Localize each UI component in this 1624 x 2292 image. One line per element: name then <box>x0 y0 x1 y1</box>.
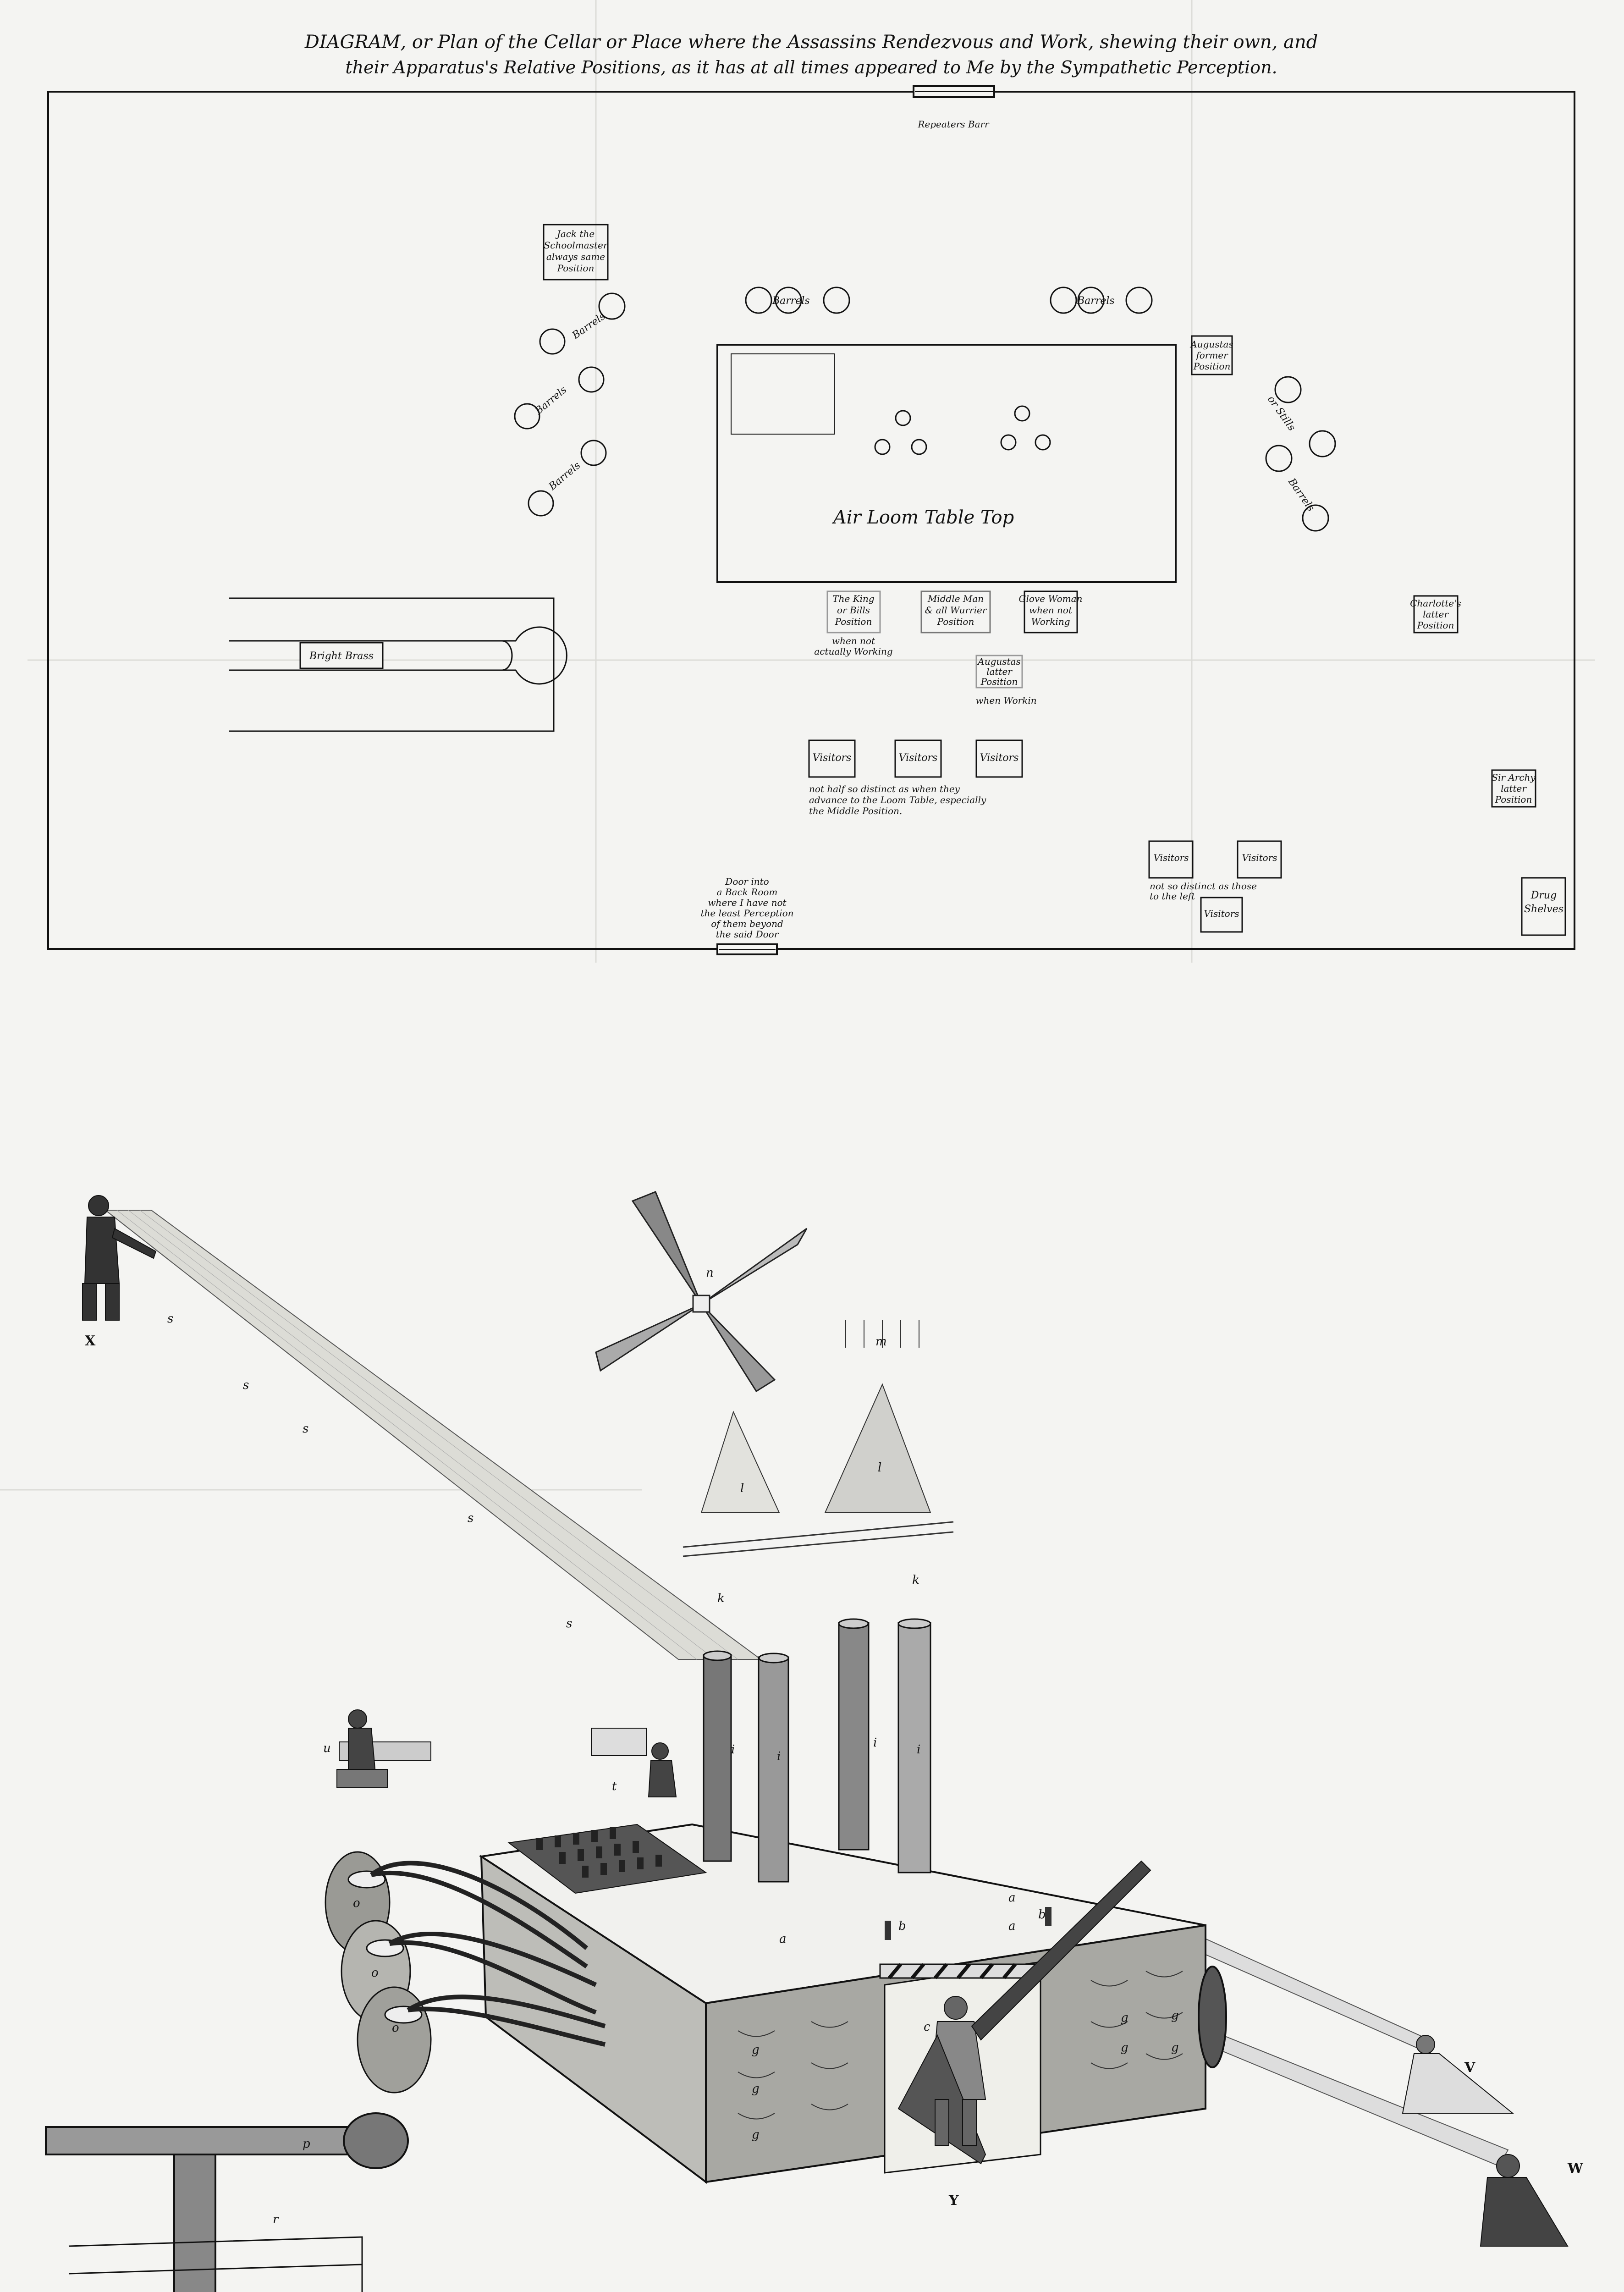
svg-text:m: m <box>875 1335 887 1349</box>
svg-text:s: s <box>167 1312 174 1326</box>
svg-text:Middle Man: Middle Man <box>927 593 984 604</box>
svg-text:o: o <box>392 2021 399 2035</box>
svg-text:& all Wurrier: & all Wurrier <box>925 605 987 616</box>
svg-text:when Workin: when Workin <box>975 695 1037 706</box>
svg-text:Visitors: Visitors <box>898 752 938 764</box>
svg-text:actually Working: actually Working <box>814 646 893 657</box>
air-loom-illustration <box>46 1192 1584 2292</box>
svg-text:p: p <box>303 2137 310 2151</box>
svg-text:Working: Working <box>1031 616 1070 627</box>
svg-text:the Middle Position.: the Middle Position. <box>809 805 903 816</box>
svg-text:latter: latter <box>986 666 1012 677</box>
table-knobs <box>875 406 1050 454</box>
svg-text:s: s <box>566 1617 573 1631</box>
svg-text:a: a <box>1008 1919 1016 1933</box>
svg-text:latter: latter <box>1501 783 1526 794</box>
svg-text:g: g <box>1171 2009 1179 2022</box>
door-marker <box>717 944 777 954</box>
svg-text:i: i <box>777 1750 781 1763</box>
barrels-label-top-1: Barrels <box>772 295 810 307</box>
svg-text:Position: Position <box>1495 794 1532 805</box>
svg-text:i: i <box>873 1736 877 1750</box>
visitors-note <box>809 783 986 816</box>
barrels-left <box>515 293 625 516</box>
svg-text:Position: Position <box>557 263 595 274</box>
svg-text:former: former <box>1196 350 1228 361</box>
kings-label <box>814 593 892 657</box>
svg-text:k: k <box>912 1573 919 1587</box>
augustas-former-label <box>1189 339 1233 372</box>
svg-text:Position: Position <box>835 616 872 627</box>
svg-text:Drug: Drug <box>1530 890 1557 901</box>
title-line-2: their Apparatus's Relative Positions, as it has at all times appeared to Me by the Sympathetic Perception. <box>345 57 1277 77</box>
svg-text:The King: The King <box>832 593 875 604</box>
svg-text:n: n <box>706 1266 714 1280</box>
stills-label-1: Barrels <box>1286 476 1317 514</box>
grid-pad <box>731 354 834 434</box>
figure-t-seated <box>591 1728 676 1797</box>
middleman-label <box>925 593 987 627</box>
svg-text:Y: Y <box>949 2193 959 2209</box>
svg-text:Sir Archy: Sir Archy <box>1492 772 1536 783</box>
svg-text:the said Door: the said Door <box>716 929 779 940</box>
svg-text:g: g <box>752 2128 760 2142</box>
drug-shelves-label <box>1524 890 1563 915</box>
svg-text:Charlotte's: Charlotte's <box>1410 598 1461 609</box>
svg-text:Position: Position <box>1193 361 1231 372</box>
repeaters-barr-label: Repeaters Barr <box>918 119 989 130</box>
svg-text:Visitors: Visitors <box>980 752 1019 764</box>
svg-text:Door into: Door into <box>725 876 769 887</box>
visitors-labels <box>813 752 1277 919</box>
svg-text:s: s <box>303 1422 309 1436</box>
charlottes-label <box>1410 598 1461 631</box>
svg-text:b: b <box>898 1919 906 1933</box>
svg-text:Glove Woman: Glove Woman <box>1018 593 1083 604</box>
or-stills-label: or Stills <box>1265 394 1298 433</box>
svg-text:s: s <box>468 1511 474 1525</box>
sir-archy-label <box>1492 772 1536 805</box>
svg-text:g: g <box>752 2043 760 2057</box>
svg-text:i: i <box>731 1743 735 1757</box>
svg-text:the least Perception: the least Perception <box>700 908 794 919</box>
svg-text:not so distinct as those: not so distinct as those <box>1150 881 1257 892</box>
svg-text:o: o <box>353 1896 360 1910</box>
svg-text:Position: Position <box>937 616 974 627</box>
svg-text:when not: when not <box>831 635 875 646</box>
svg-text:V: V <box>1464 2060 1475 2076</box>
brass-apparatus <box>46 2113 408 2292</box>
barrels-label-left-3: Barrels <box>546 459 583 493</box>
bright-brass-label: Bright Brass <box>309 650 374 662</box>
barrels-label-top-2: Barrels <box>1077 295 1115 307</box>
svg-text:Position: Position <box>1417 620 1454 631</box>
svg-text:Position: Position <box>980 676 1018 687</box>
svg-text:Augustas: Augustas <box>978 656 1021 667</box>
svg-text:Visitors: Visitors <box>812 752 852 764</box>
repeaters-barr <box>914 86 994 97</box>
barrels-label-left-1: Barrels <box>570 310 608 342</box>
bar-k <box>683 1522 953 1556</box>
svg-text:r: r <box>273 2213 279 2226</box>
barrels-label-left-2: Barrels <box>533 384 569 417</box>
svg-text:not half so distinct as when t: not half so distinct as when they <box>809 783 960 794</box>
svg-text:when not: when not <box>1029 605 1073 616</box>
svg-text:Visitors: Visitors <box>1242 852 1277 863</box>
svg-text:to the left: to the left <box>1150 891 1195 902</box>
svg-text:c: c <box>924 2020 930 2034</box>
svg-text:always same: always same <box>546 251 606 262</box>
svg-text:or Bills: or Bills <box>837 605 870 616</box>
svg-text:where I have not: where I have not <box>708 897 787 908</box>
svg-text:Augustas: Augustas <box>1190 339 1233 350</box>
bright-brass <box>229 598 567 731</box>
svg-text:k: k <box>717 1592 725 1605</box>
svg-text:a: a <box>1008 1891 1016 1905</box>
figure-v <box>1403 2035 1513 2113</box>
svg-text:latter: latter <box>1423 609 1448 620</box>
glovewoman-label <box>1019 593 1083 627</box>
visitor-boxes <box>809 740 1281 932</box>
augustas-latter-label <box>975 656 1036 706</box>
svg-text:g: g <box>752 2082 760 2096</box>
title-line-1: DIAGRAM, or Plan of the Cellar or Place where the Assassins Rendezvous and Work, shewing their own, and <box>304 32 1318 53</box>
svg-text:W: W <box>1568 2160 1583 2176</box>
windmill-n <box>596 1192 807 1391</box>
figure-u-seated <box>337 1710 431 1788</box>
svg-text:Visitors: Visitors <box>1153 852 1189 863</box>
svg-text:a Back Room: a Back Room <box>716 887 778 898</box>
svg-text:Jack the: Jack the <box>556 228 595 239</box>
floor-plan <box>48 86 1574 954</box>
door-note <box>700 876 793 940</box>
jack-box-label <box>544 228 608 274</box>
svg-text:l: l <box>740 1482 744 1495</box>
influence-ray-x <box>105 1210 761 1659</box>
svg-text:u: u <box>323 1741 331 1755</box>
svg-text:Shelves: Shelves <box>1524 904 1564 915</box>
svg-text:t: t <box>612 1780 617 1793</box>
air-loom-table <box>717 345 1176 582</box>
influence-ray-right <box>1196 1937 1508 2166</box>
svg-text:a: a <box>779 1932 787 1946</box>
svg-text:b: b <box>1038 1908 1046 1922</box>
figure-w <box>1481 2154 1568 2246</box>
cellar-outline <box>48 92 1574 949</box>
svg-text:g: g <box>1121 2011 1129 2025</box>
svg-text:Visitors: Visitors <box>1204 908 1239 919</box>
svg-text:Schoolmaster: Schoolmaster <box>544 240 608 251</box>
svg-text:l: l <box>878 1461 882 1475</box>
air-loom-table-label: Air Loom Table Top <box>833 507 1014 528</box>
svg-text:g: g <box>1171 2041 1179 2055</box>
svg-text:X: X <box>85 1333 96 1349</box>
svg-text:o: o <box>371 1966 379 1980</box>
svg-text:of them beyond: of them beyond <box>711 918 783 929</box>
svg-text:s: s <box>243 1378 249 1392</box>
svg-text:i: i <box>917 1743 921 1757</box>
position-boxes <box>827 591 1458 688</box>
svg-text:g: g <box>1121 2041 1129 2055</box>
visitors-note-2 <box>1150 881 1257 902</box>
svg-text:advance to the Loom Table, esp: advance to the Loom Table, especially <box>809 794 986 805</box>
